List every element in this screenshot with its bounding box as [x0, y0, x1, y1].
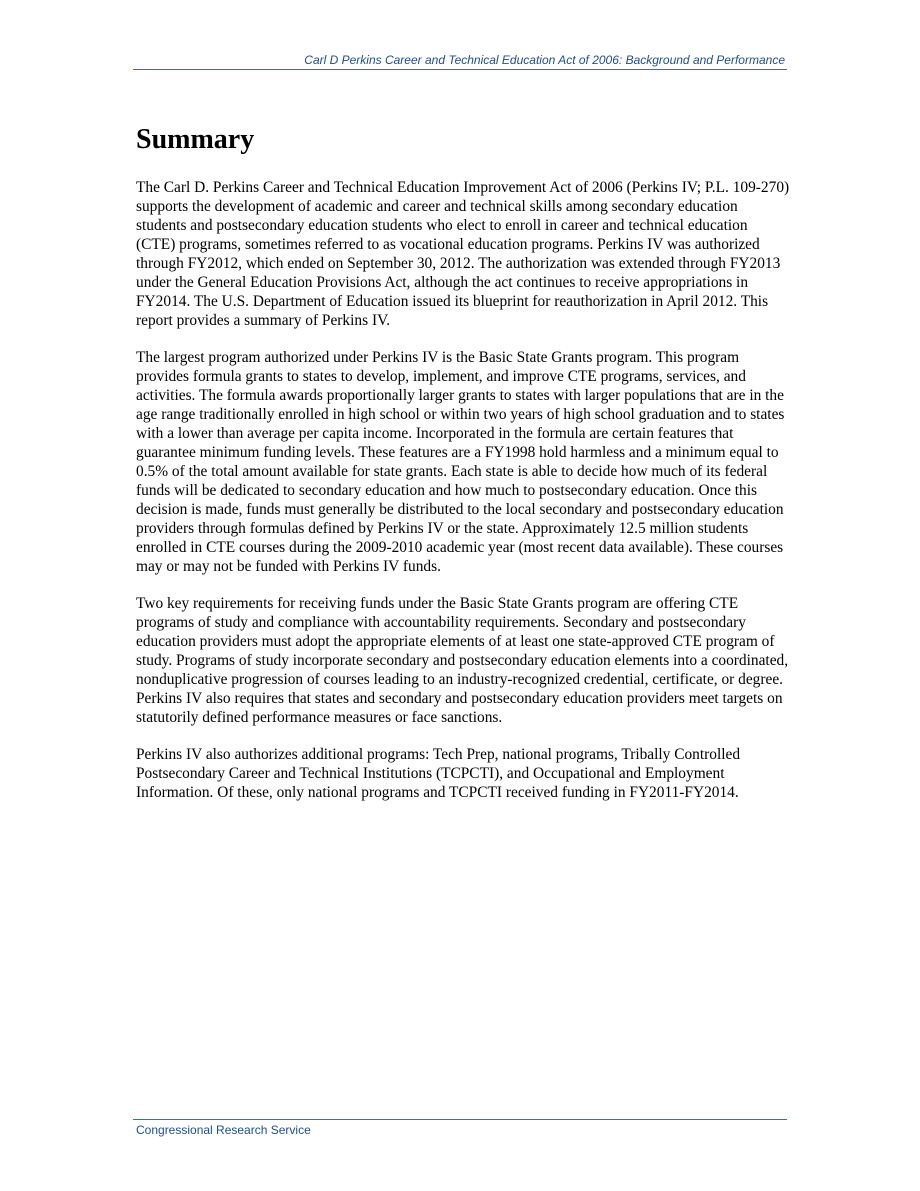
page-header: [133, 52, 787, 70]
summary-body: [136, 178, 790, 820]
summary-paragraph-2: The largest program authorized under Perkins IV is the Basic State Grants program. This program provides formula grants to states to develop, implement, and improve CTE programs, services, and activities. The formula awards proportionally larger grants to states with larger populations that are in the age range traditionally enrolled in high school or within two years of high school graduation and to states with a lower than average per capita income. Incorporated in the formula are certain features that guarantee minimum funding levels. These features are a FY1998 hold harmless and a minimum equal to 0.5% of the total amount available for state grants. Each state is able to decide how much of its federal funds will be dedicated to secondary education and how much to postsecondary education. Once this decision is made, funds must generally be distributed to the local secondary and postsecondary education providers through formulas defined by Perkins IV or the state. Approximately 12.5 million students enrolled in CTE courses during the 2009-2010 academic year (most recent data available). These courses may or may not be funded with Perkins IV funds.: [136, 349, 785, 575]
footer-source: Congressional Research Service: [136, 1123, 311, 1137]
page-title: Summary: [136, 124, 255, 155]
running-title: Carl D Perkins Career and Technical Education Act of 2006: Background and Performance: [304, 53, 785, 67]
page-footer: [133, 1119, 787, 1137]
summary-paragraph-4: Perkins IV also authorizes additional programs: Tech Prep, national programs, Tribally Controlled Postsecondary Career and Technical Institutions (TCPCTI), and Occupational and Employment Information. Of these, only national programs and TCPCTI received funding in FY2011-FY2014.: [136, 746, 741, 801]
summary-paragraph-1: The Carl D. Perkins Career and Technical Education Improvement Act of 2006 (Perkins IV; P.L. 109-270) supports the development of academic and career and technical skills among secondary education students and postsecondary education students who elect to enroll in career and technical education (CTE) programs, sometimes referred to as vocational education programs. Perkins IV was authorized through FY2012, which ended on September 30, 2012. The authorization was extended through FY2013 under the General Education Provisions Act, although the act continues to receive appropriations in FY2014. The U.S. Department of Education issued its blueprint for reauthorization in April 2012. This report provides a summary of Perkins IV.: [136, 179, 790, 329]
summary-paragraph-3: Two key requirements for receiving funds under the Basic State Grants program are offering CTE programs of study and compliance with accountability requirements. Secondary and postsecondary education providers must adopt the appropriate elements of at least one state-approved CTE program of study. Programs of study incorporate secondary and postsecondary education elements into a coordinated, nonduplicative progression of courses leading to an industry-recognized credential, certificate, or degree. Perkins IV also requires that states and secondary and postsecondary education providers meet targets on statutorily defined performance measures or face sanctions.: [136, 595, 789, 726]
